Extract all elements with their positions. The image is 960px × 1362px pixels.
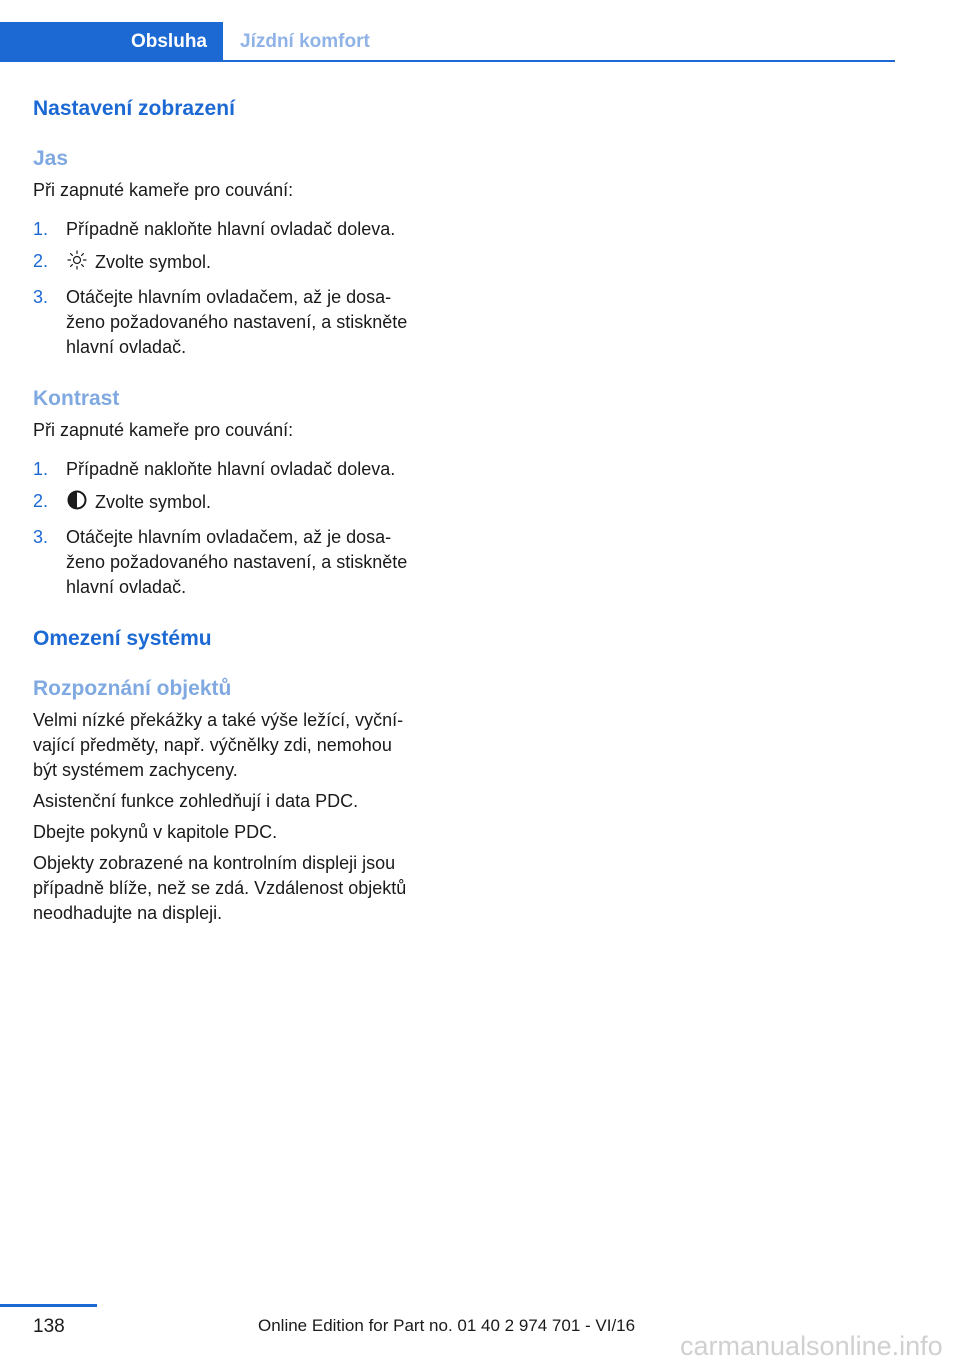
watermark: carmanualsonline.info (680, 1331, 943, 1361)
subsection-title-kontrast: Kontrast (33, 387, 120, 410)
footer-rule (0, 1304, 97, 1307)
subsection-title-rozpoznani: Rozpoznání objektů (33, 677, 232, 700)
paragraph: Asistenční funkce zohledňují i data PDC. (33, 791, 359, 811)
list-item (33, 525, 453, 600)
step-text: Otáčejte hlavním ovladačem, až je dosa‑ ženo požadovaného nastavení, a stiskněte hlavní ovladač. (66, 287, 408, 357)
step-number: 2. (33, 251, 49, 271)
paragraph: Dbejte pokynů v kapitole PDC. (33, 822, 278, 842)
tab-obsluha[interactable]: Obsluha (0, 22, 223, 62)
tab-jizdni-komfort[interactable]: Jízdní komfort (240, 31, 370, 52)
jas-steps (33, 217, 453, 360)
edition-text: Online Edition for Part no. 01 40 2 974 701 - VI/16 (258, 1316, 636, 1335)
brightness-icon (66, 249, 88, 278)
subsection-title-jas: Jas (33, 147, 69, 170)
section-title-omezeni: Omezení systému (33, 627, 212, 650)
section-title-nastaveni: Nastavení zobrazení (33, 97, 235, 120)
kontrast-steps (33, 457, 453, 600)
step-text: Případně nakloňte hlavní ovladač doleva. (66, 219, 396, 239)
step-text: Zvolte symbol. (95, 492, 212, 512)
contrast-icon (66, 489, 88, 518)
list-item (33, 457, 453, 482)
jas-intro: Při zapnuté kameře pro couvání: (33, 180, 294, 200)
paragraph: Velmi nízké překážky a také výše ležící, vyční‑ vající předměty, např. výčnělky zdi, nemohou být systémem zachyceny. (33, 710, 404, 780)
paragraph: Objekty zobrazené na kontrolním displeji jsou případně blíže, než se zdá. Vzdálenost objektů neodhadujte na displeji. (33, 853, 407, 923)
list-item (33, 489, 453, 518)
step-text: Zvolte symbol. (95, 252, 212, 272)
list-item (33, 217, 453, 242)
step-text: Případně nakloňte hlavní ovladač doleva. (66, 459, 396, 479)
page-header (0, 22, 895, 62)
page-number: 138 (33, 1316, 65, 1337)
kontrast-intro: Při zapnuté kameře pro couvání: (33, 420, 294, 440)
page-content (33, 96, 453, 926)
step-text: Otáčejte hlavním ovladačem, až je dosa‑ ženo požadovaného nastavení, a stiskněte hlavní ovladač. (66, 527, 408, 597)
step-number: 3. (33, 287, 49, 307)
step-number: 1. (33, 219, 49, 239)
step-number: 1. (33, 459, 49, 479)
step-number: 3. (33, 527, 49, 547)
list-item (33, 249, 453, 278)
list-item (33, 285, 453, 360)
step-number: 2. (33, 491, 49, 511)
